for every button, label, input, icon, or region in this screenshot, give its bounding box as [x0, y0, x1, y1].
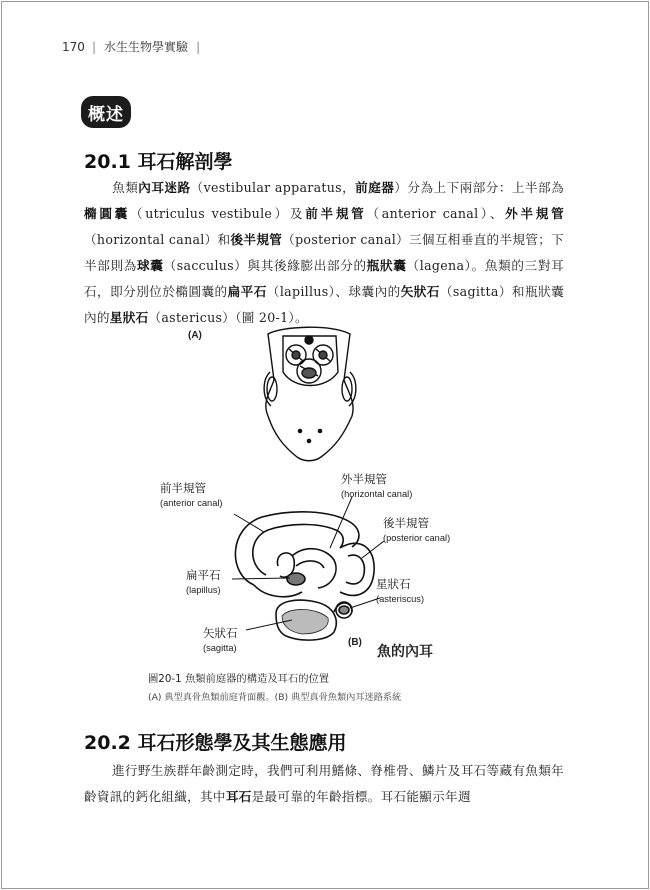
figure-caption: [148, 670, 401, 703]
text-run: （astericus）（圖 20-1）。: [148, 310, 308, 325]
posterior-canal-label-en: (posterior canal): [383, 533, 451, 543]
sagitta-label: [203, 627, 238, 655]
text-run: （posterior canal）三個互相垂直的半規管；下半部則為: [84, 232, 565, 273]
bold-term: 扁平石: [227, 284, 267, 299]
bold-term: 星狀石: [109, 310, 149, 325]
bold-term: 前半規管: [305, 206, 367, 221]
horizontal-canal-label: [341, 473, 412, 501]
header-separator-end: |: [196, 39, 201, 54]
bold-term: 瓶狀囊: [366, 258, 407, 273]
inner-ear-labyrinth-diagram: [235, 512, 374, 640]
asteriscus-label-en: (asteriscus): [376, 594, 425, 604]
text-run: （lagena）。魚類的三對耳石，即分別位於橢圓囊的: [84, 258, 564, 299]
sagitta-label-en: (sagitta): [203, 643, 237, 653]
anterior-canal-label: [160, 482, 223, 510]
horizontal-canal-label-en: (horizontal canal): [341, 489, 413, 499]
figure-label-b: (B): [348, 637, 362, 648]
lapillus-label-zh: 扁平石: [186, 570, 221, 582]
bold-term: 矢狀石: [400, 284, 440, 299]
anterior-canal-label-zh: 前半規管: [160, 483, 206, 495]
posterior-canal-label: [383, 517, 450, 545]
section-title-1: 20.1 耳石解剖學: [84, 151, 233, 173]
inner-ear-title: 魚的內耳: [377, 644, 433, 660]
page-number: 170: [62, 39, 85, 54]
section-title-2: 20.2 耳石形態學及其生態應用: [84, 732, 347, 754]
figure-label-a: (A): [188, 330, 202, 341]
posterior-canal-label-zh: 後半規管: [383, 518, 429, 530]
header-separator: |: [92, 39, 97, 54]
lapillus-label: [186, 569, 221, 597]
text-run: （vestibular apparatus，: [190, 180, 356, 195]
bold-term: 內耳迷路: [138, 180, 191, 195]
text-run: （sacculus）與其後緣膨出部分的: [163, 258, 367, 273]
text-run: ）分為上下兩部分：上半部為: [394, 180, 564, 195]
figure-caption-title: 圖20-1 魚類前庭器的構造及耳石的位置: [148, 673, 330, 685]
text-run: 進行野生族群年齡測定時，我們可利用鰭條、脊椎骨、鱗片及耳石等藏有魚類年齡資訊的鈣化組織，其中: [84, 763, 564, 804]
horizontal-canal-label-zh: 外半規管: [341, 474, 387, 486]
anterior-canal-label-en: (anterior canal): [160, 498, 223, 508]
lapillus-label-en: (lapillus): [186, 585, 221, 595]
asteriscus-label-zh: 星狀石: [376, 579, 411, 591]
fish-head-dorsal-diagram: [264, 327, 356, 461]
bold-term: 外半規管: [505, 206, 564, 221]
text-run: （lapillus）、球囊內的: [266, 284, 401, 299]
text-run: 魚類: [112, 180, 139, 195]
text-run: （sagitta）和瓶狀囊內的: [84, 284, 564, 325]
posterior-canal: [340, 543, 374, 595]
figure-caption-subtitle: (A) 典型真骨魚類前庭背面觀。(B) 典型真骨魚類內耳迷路系統: [148, 692, 402, 703]
bold-term: 前庭器: [355, 180, 395, 195]
overview-tab: 概述: [81, 96, 131, 128]
bold-term: 耳石: [225, 789, 252, 804]
text-run: 是最可靠的年齡指標。耳石能顯示年週: [251, 789, 471, 804]
asteriscus-label: [376, 578, 424, 606]
sagitta-label-zh: 矢狀石: [203, 628, 238, 640]
bold-term: 橢圓囊: [84, 206, 130, 221]
text-run: （anterior canal）、: [366, 206, 506, 221]
bold-term: 球囊: [137, 258, 164, 273]
book-title: 水生生物學實驗: [104, 40, 189, 54]
text-run: （utriculus vestibule）及: [129, 206, 306, 221]
section-2-paragraph: [84, 758, 564, 810]
bold-term: 後半規管: [230, 232, 283, 247]
text-run: （horizontal canal）和: [84, 232, 231, 247]
